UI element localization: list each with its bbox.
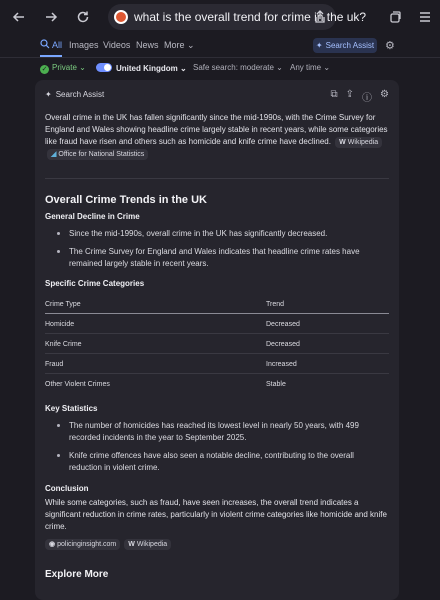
search-assist-button-label: Search Assist (325, 41, 375, 50)
tab-more[interactable] (164, 40, 195, 51)
source-chip-label: Wikipedia (136, 541, 168, 548)
address-bar[interactable] (108, 4, 367, 30)
private-filter-label: Private (52, 63, 77, 72)
tab-images-label: Images (69, 40, 99, 50)
table-row (45, 334, 389, 354)
forward-arrow-icon[interactable] (40, 6, 62, 28)
tab-images[interactable] (69, 40, 99, 50)
table-cell: Increased (266, 361, 297, 368)
gear-icon[interactable]: ⚙ (380, 89, 389, 100)
tab-videos-label: Videos (103, 40, 131, 50)
tabs-icon[interactable] (384, 6, 406, 28)
tab-all-label: All (52, 40, 63, 50)
copy-icon[interactable]: ⧉ (330, 89, 338, 100)
safe-search-filter[interactable]: Safe search: moderate ⌄ (193, 63, 283, 72)
table-header-cell: Trend (266, 301, 285, 308)
source-chip-wikipedia[interactable] (335, 137, 382, 148)
table-cell: Fraud (45, 361, 64, 368)
duckduckgo-logo-icon (114, 10, 128, 24)
check-icon: ✓ (41, 66, 48, 73)
ons-icon: ◢ (51, 151, 57, 158)
source-chip-label: Office for National Statistics (58, 151, 145, 158)
sparkle-icon: ✦ (45, 90, 52, 99)
reload-icon[interactable] (72, 6, 94, 28)
source-chip-label: policinginsight.com (57, 541, 117, 548)
wikipedia-icon: W (339, 139, 346, 146)
table-cell: Knife Crime (45, 341, 82, 348)
region-toggle[interactable] (96, 63, 112, 72)
tab-videos[interactable] (103, 40, 130, 50)
info-icon[interactable]: ⓘ (362, 93, 373, 104)
tab-more-label: More (164, 40, 185, 50)
search-tabs (0, 34, 440, 58)
time-filter-label: Any time (290, 63, 322, 72)
table-row (45, 354, 389, 374)
summary-paragraph (45, 112, 389, 160)
table-row (45, 374, 389, 394)
card-header (45, 90, 104, 99)
table-header-cell: Crime Type (45, 301, 81, 308)
tab-news[interactable] (136, 40, 159, 50)
search-assist-button[interactable] (313, 38, 377, 53)
source-chip-policinginsight[interactable] (45, 539, 120, 550)
region-filter[interactable]: United Kingdom ⌄ (96, 63, 187, 73)
conclusion-paragraph (45, 497, 389, 533)
source-chip-wikipedia[interactable] (124, 539, 171, 550)
source-chip-ons[interactable] (47, 149, 148, 160)
search-icon (40, 39, 50, 51)
gear-icon[interactable]: ⚙ (385, 40, 395, 52)
time-filter[interactable]: Any time ⌄ (290, 63, 331, 72)
region-filter-label: United Kingdom (116, 64, 178, 73)
table-cell: Decreased (266, 321, 300, 328)
address-bar-text[interactable]: what is the overall trend for crime in the uk? (134, 10, 367, 24)
wikipedia-icon: W (128, 541, 135, 548)
sparkle-icon: ✦ (315, 41, 323, 50)
share-icon[interactable] (312, 9, 328, 25)
back-arrow-icon[interactable] (8, 6, 30, 28)
categories-heading: Specific Crime Categories (45, 279, 145, 288)
table-cell: Decreased (266, 341, 300, 348)
explore-more-heading: Explore More (45, 569, 109, 580)
menu-icon[interactable] (414, 6, 436, 28)
general-decline-heading: General Decline in Crime (45, 212, 140, 221)
table-row (45, 314, 389, 334)
conclusion-sources (45, 539, 171, 550)
browser-toolbar (0, 0, 440, 34)
conclusion-heading: Conclusion (45, 484, 89, 493)
source-chip-label: Wikipedia (347, 139, 379, 146)
key-statistics-heading: Key Statistics (45, 404, 98, 413)
globe-icon: ◉ (49, 541, 56, 548)
list-item: Knife crime offences have also seen a notable decline, contributing to the overall reduction in violent crime. (69, 450, 389, 474)
divider (45, 178, 389, 179)
private-filter[interactable]: ✓ Private ⌄ (41, 63, 86, 73)
tab-news-label: News (136, 40, 159, 50)
list-item: The Crime Survey for England and Wales indicates that headline crime rates have remained largely stable in recent years. (69, 246, 389, 270)
card-header-label: Search Assist (55, 90, 105, 99)
table-cell: Homicide (45, 321, 75, 328)
section-title: Overall Crime Trends in the UK (45, 194, 207, 206)
share-icon[interactable]: ⇪ (345, 89, 355, 100)
chevron-down-icon: ⌄ (187, 40, 195, 50)
safe-search-filter-label: Safe search: moderate (193, 63, 274, 72)
conclusion-text: While some categories, such as fraud, have seen increases, the overall trend indicates a significant reduction in crime rates, particularly in violent crime categories like homicide and knife crime. (45, 498, 387, 531)
tab-all[interactable] (52, 40, 62, 50)
summary-text: Overall crime in the UK has fallen significantly since the mid-1990s, with the Crime Survey for England and Wales showing headline crime largely stable in recent years, while some categories like fraud have risen and others such as homicide and knife crime have declined. (45, 113, 388, 146)
filter-bar (0, 58, 440, 78)
table-header-row (45, 294, 389, 314)
list-item: The number of homicides has reached its lowest level in nearly 50 years, with 499 recorded incidents in the year to September 2025. (69, 420, 389, 444)
search-assist-card (35, 80, 399, 600)
table-cell: Stable (266, 381, 286, 388)
card-actions (331, 89, 390, 104)
list-item: Since the mid-1990s, overall crime in the UK has significantly decreased. (69, 228, 389, 240)
table-cell: Other Violent Crimes (45, 381, 110, 388)
